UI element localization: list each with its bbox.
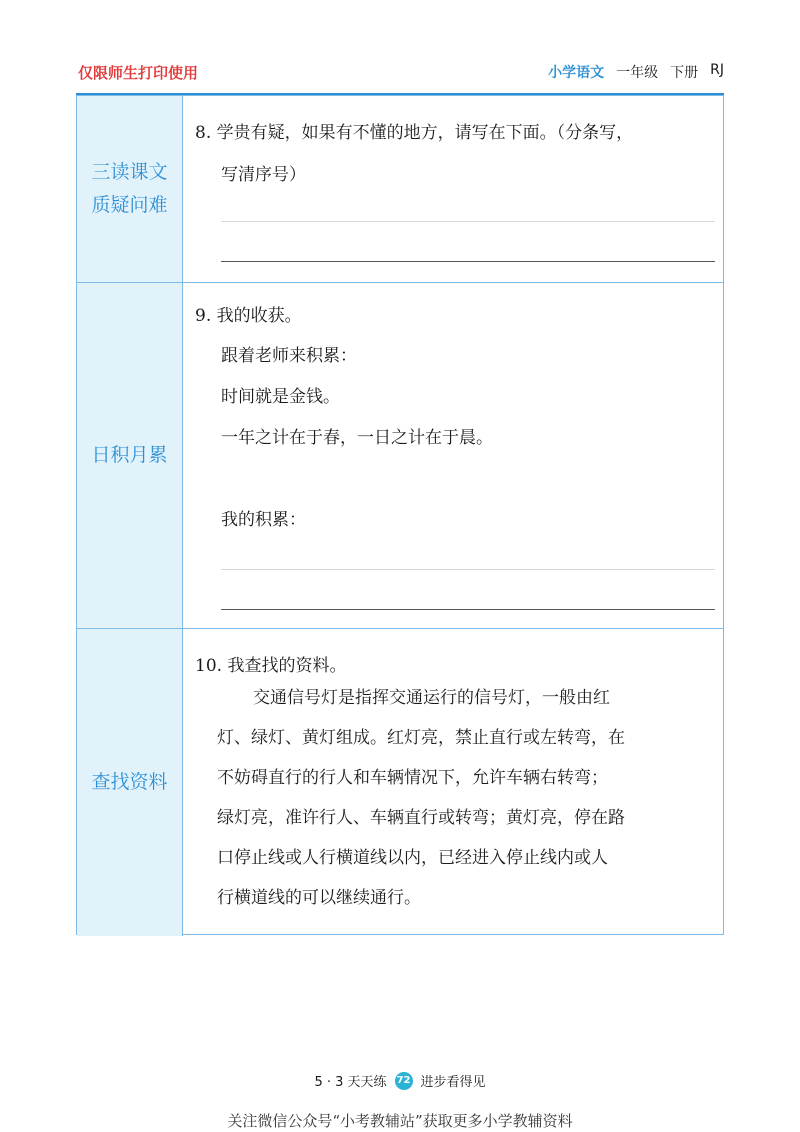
print-notice: 仅限师生打印使用 [78,64,199,82]
section-label [77,96,183,282]
paragraph-line: 行横道线的可以继续通行。 [217,888,421,908]
footer-brand: 5 · 3 天天练 [314,1075,387,1090]
question-10: 10. 我查找的资料。 [195,656,347,676]
book-info [548,62,724,82]
grade-label: 一年级 [616,65,659,81]
section-label [77,629,183,936]
section-label-line: 查找资料 [91,770,168,793]
section-question-row [77,96,723,283]
section-content [183,283,723,628]
section-label-line: 质疑问难 [91,194,168,216]
my-accumulation-label: 我的积累： [221,510,306,530]
page-number: 72 [395,1072,413,1090]
answer-line[interactable] [221,609,715,610]
question-8: 8. 学贵有疑，如果有不懂的地方，请写在下面。（分条写， [195,123,634,143]
accumulation-line: 跟着老师来积累： [221,346,357,366]
research-paragraph [217,678,717,918]
volume-label: 下册 [670,65,699,81]
page-footer [0,1071,800,1090]
answer-guide-line [221,221,715,222]
accumulation-line: 一年之计在于春，一日之计在于晨。 [221,428,493,448]
section-research-row [77,629,723,936]
accumulation-line: 时间就是金钱。 [221,387,340,407]
section-content [183,96,723,282]
paragraph-line: 交通信号灯是指挥交通运行的信号灯，一般由红 [253,688,610,708]
paragraph-line: 口停止线或人行横道线以内，已经进入停止线内或人 [217,848,608,868]
question-8-continued: 写清序号） [221,165,306,185]
paragraph-line: 灯、绿灯、黄灯组成。红灯亮，禁止直行或左转弯，在 [217,728,625,748]
section-label [77,283,183,628]
footer-slogan: 进步看得见 [420,1075,486,1090]
paragraph-line: 绿灯亮，准许行人、车辆直行或转弯；黄灯亮，停在路 [217,808,625,828]
edition-label: RJ [710,62,724,78]
question-9: 9. 我的收获。 [195,306,302,326]
answer-line[interactable] [221,261,715,262]
exercise-table [76,95,724,935]
section-label-line: 日积月累 [91,443,168,466]
answer-guide-line [221,569,715,570]
paragraph-line: 不妨碍直行的行人和车辆情况下，允许车辆右转弯； [217,768,608,788]
section-label-line: 三读课文 [91,160,168,183]
subject-label: 小学语文 [548,65,605,81]
section-accumulation-row [77,283,723,629]
watermark-text: 关注微信公众号“小考教辅站”获取更多小学教辅资料 [227,1112,573,1130]
